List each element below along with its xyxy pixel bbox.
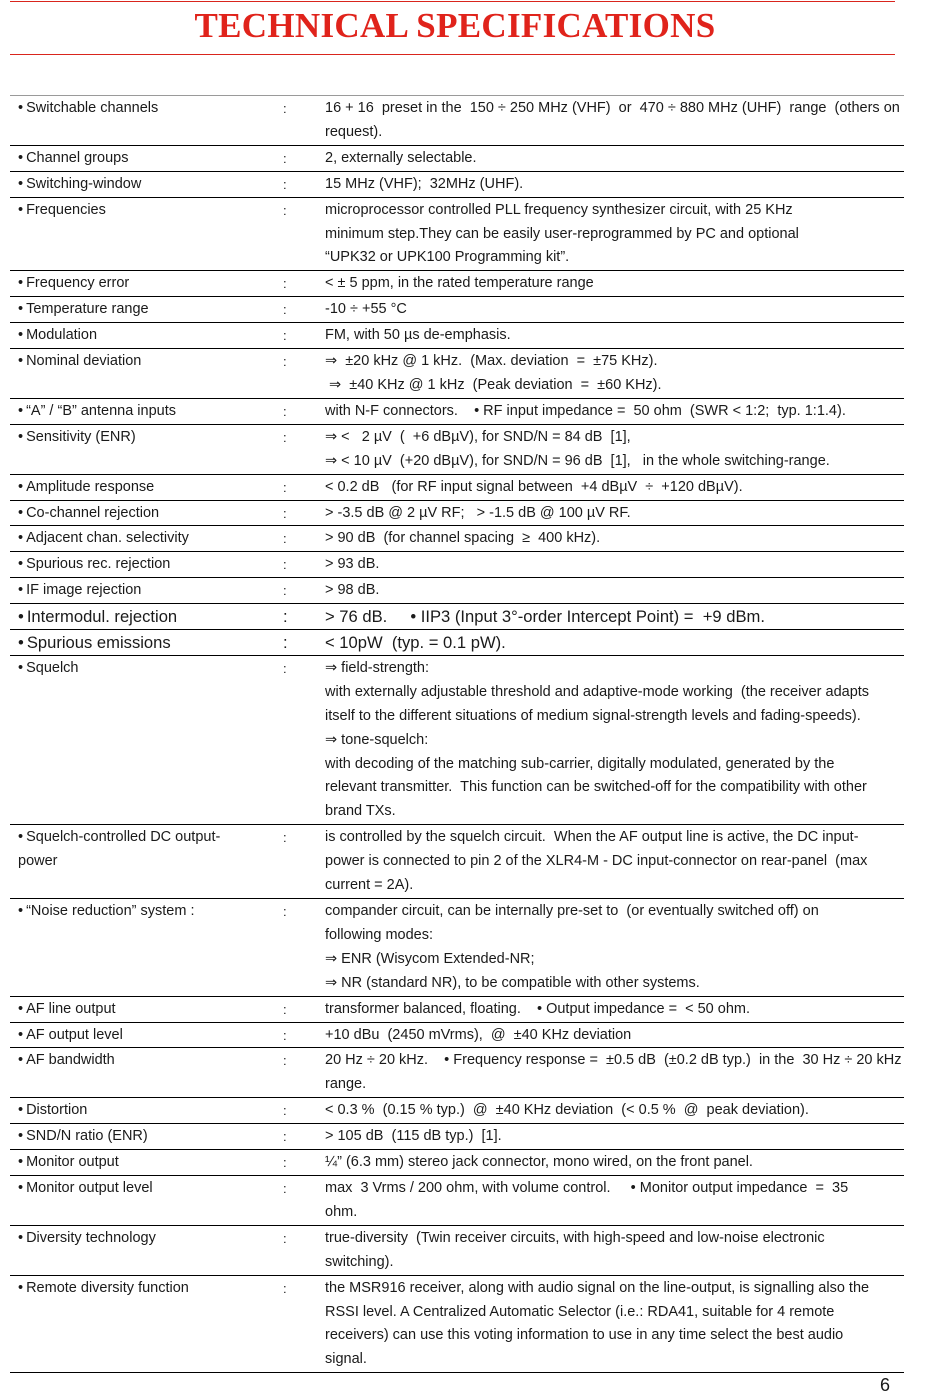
spec-value-line: power is connected to pin 2 of the XLR4-M - DC input-connector on rear-panel (max [325, 853, 868, 870]
spec-row [10, 996, 904, 1022]
spec-label [10, 271, 274, 297]
spec-value-line: < 0.3 % (0.15 % typ.) @ ±40 KHz deviation (< 0.5 % @ peak deviation). [325, 1102, 809, 1119]
spec-row [10, 1098, 904, 1124]
spec-value-line: current = 2A). [325, 877, 414, 894]
spec-value [325, 578, 904, 604]
spec-value-line: > 105 dB (115 dB typ.) [1]. [325, 1128, 502, 1145]
spec-value-line: ⇒ < 10 µV (+20 dBµV), for SND/N = 96 dB [1], in the whole switching-range. [325, 452, 830, 469]
spec-row [10, 1048, 904, 1098]
spec-label-continuation: power [18, 853, 58, 870]
spec-value-line: is controlled by the squelch circuit. When the AF output line is active, the DC input- [325, 829, 859, 846]
spec-row [10, 171, 904, 197]
spec-value-line: ⇒ field-strength: [325, 659, 430, 676]
spec-label [10, 552, 274, 578]
spec-value [325, 1225, 904, 1275]
spec-row [10, 1225, 904, 1275]
spec-label-text: • Spurious emissions [18, 631, 274, 655]
spec-row [10, 1175, 904, 1225]
spec-value [325, 197, 904, 271]
spec-label [10, 398, 274, 424]
spec-value-line: with N-F connectors. • RF input impedance = 50 ohm (SWR < 1:2; typ. 1:1.4). [325, 402, 846, 419]
spec-separator: : [283, 904, 287, 919]
spec-value [325, 500, 904, 526]
spec-table [10, 95, 904, 1373]
spec-value-line: > 76 dB. • IIP3 (Input 3°-order Intercept Point) = +9 dBm. [325, 607, 765, 627]
spec-separator: : [283, 1230, 287, 1246]
spec-value-line: true-diversity (Twin receiver circuits, with high-speed and low-noise electronic [325, 1229, 825, 1246]
spec-label-text: • Monitor output [18, 1151, 274, 1175]
spec-separator: : [283, 633, 288, 653]
spec-value-line: +10 dBu (2450 mVrms), @ ±40 KHz deviation [325, 1026, 632, 1043]
spec-separator: : [283, 583, 287, 599]
spec-separator: : [283, 1155, 287, 1171]
spec-value-line: microprocessor controlled PLL frequency synthesizer circuit, with 25 KHz [325, 201, 793, 218]
spec-value-line: the MSR916 receiver, along with audio signal on the line-output, is signalling also the [325, 1279, 870, 1296]
spec-separator: : [283, 1129, 287, 1145]
spec-label-text: • Modulation [18, 324, 274, 348]
spec-separator: : [283, 328, 287, 344]
spec-separator: : [283, 1180, 287, 1196]
spec-label-text: • Diversity technology [18, 1227, 274, 1251]
spec-value-line: with decoding of the matching sub-carrier, digitally modulated, generated by the [325, 755, 835, 772]
spec-label [10, 899, 274, 997]
spec-value-line: request). [325, 123, 383, 140]
title-top-rule [10, 1, 895, 2]
spec-row [10, 526, 904, 552]
spec-value-line: ⇒ tone-squelch: [325, 731, 429, 748]
spec-value-line: max 3 Vrms / 200 ohm, with volume control. • Monitor output impedance = 35 [325, 1179, 849, 1196]
spec-value [325, 1275, 904, 1373]
spec-row [10, 145, 904, 171]
spec-label-text: • Frequency error [18, 272, 274, 296]
spec-value [325, 96, 904, 146]
spec-row [10, 271, 904, 297]
spec-label [10, 1175, 274, 1225]
spec-value-line: relevant transmitter. This function can be switched-off for the compatibility with other [325, 779, 867, 796]
spec-separator: : [283, 202, 287, 218]
spec-value [325, 145, 904, 171]
spec-value [325, 398, 904, 424]
spec-separator: : [283, 429, 287, 445]
spec-label-text: • Nominal deviation [18, 350, 274, 374]
spec-label-text: • SND/N ratio (ENR) [18, 1125, 274, 1149]
spec-value [325, 474, 904, 500]
spec-value [325, 825, 904, 899]
spec-value-line: 2, externally selectable. [325, 149, 477, 166]
spec-value-line: ohm. [325, 1203, 358, 1220]
spec-separator: : [283, 505, 287, 521]
spec-value [325, 996, 904, 1022]
spec-separator: : [283, 660, 287, 676]
spec-separator: : [283, 276, 287, 292]
spec-row [10, 604, 904, 630]
spec-label [10, 349, 274, 399]
spec-value-line: > -3.5 dB @ 2 µV RF; > -1.5 dB @ 100 µV RF. [325, 504, 631, 521]
spec-value [325, 271, 904, 297]
spec-value-line: < 10pW (typ. = 0.1 pW). [325, 633, 506, 653]
spec-value-line: following modes: [325, 926, 433, 943]
spec-value [325, 899, 904, 997]
spec-row [10, 899, 904, 997]
spec-value-line: ⇒ ENR (Wisycom Extended-NR; [325, 950, 535, 967]
spec-row [10, 825, 904, 899]
spec-value-line: ⇒ < 2 µV ( +6 dBµV), for SND/N = 84 dB [1], [325, 428, 631, 445]
spec-separator: : [283, 830, 287, 846]
spec-value-line: 15 MHz (VHF); 32MHz (UHF). [325, 175, 524, 192]
title-bottom-rule [10, 54, 895, 55]
spec-value-line: 16 + 16 preset in the 150 ÷ 250 MHz (VHF) or 470 ÷ 880 MHz (UHF) range (others on [325, 100, 900, 116]
spec-value-line: > 93 dB. [325, 556, 380, 573]
spec-value [325, 1048, 904, 1098]
spec-row [10, 323, 904, 349]
spec-table-body [10, 96, 904, 1373]
spec-label [10, 1225, 274, 1275]
spec-label [10, 996, 274, 1022]
spec-label [10, 604, 274, 630]
spec-label-text: • Adjacent chan. selectivity [18, 527, 274, 551]
spec-value-line: > 98 dB. [325, 582, 380, 599]
spec-row [10, 297, 904, 323]
spec-value [325, 630, 904, 656]
spec-label [10, 1275, 274, 1373]
spec-value-line: FM, with 50 µs de-emphasis. [325, 327, 511, 344]
spec-label-text: • Remote diversity function [18, 1277, 274, 1301]
spec-row [10, 398, 904, 424]
spec-separator: : [283, 1001, 287, 1017]
spec-label-text: • IF image rejection [18, 579, 274, 603]
spec-row [10, 1275, 904, 1373]
spec-label [10, 197, 274, 271]
spec-value-line: transformer balanced, floating. • Output impedance = < 50 ohm. [325, 1000, 751, 1017]
spec-separator: : [283, 354, 287, 370]
spec-label-text: • Squelch-controlled DC output- [18, 826, 274, 850]
spec-value-line: receivers) can use this voting information to use in any time select the best audio [325, 1327, 844, 1344]
spec-row [10, 655, 904, 824]
spec-value [325, 1175, 904, 1225]
spec-label-text: • “A” / “B” antenna inputs [18, 400, 274, 424]
spec-label [10, 297, 274, 323]
spec-row [10, 552, 904, 578]
spec-row [10, 578, 904, 604]
spec-label [10, 474, 274, 500]
spec-row [10, 1022, 904, 1048]
spec-label-text: • Temperature range [18, 298, 274, 322]
spec-value [325, 655, 904, 824]
spec-value-line: ¼” (6.3 mm) stereo jack connector, mono wired, on the front panel. [325, 1154, 753, 1171]
spec-value-line: switching). [325, 1253, 394, 1270]
spec-value [325, 171, 904, 197]
spec-value [325, 297, 904, 323]
spec-label [10, 526, 274, 552]
spec-value-line: signal. [325, 1351, 367, 1368]
spec-separator: : [283, 1053, 287, 1069]
spec-row [10, 197, 904, 271]
spec-separator: : [283, 176, 287, 192]
spec-value-line: with externally adjustable threshold and adaptive-mode working (the receiver adapts [325, 683, 870, 700]
spec-label [10, 424, 274, 474]
spec-label-text: • Co-channel rejection [18, 502, 274, 526]
spec-value-line: itself to the different situations of medium signal-strength levels and fading-speeds). [325, 707, 861, 724]
spec-value [325, 349, 904, 399]
spec-label-text: • AF bandwidth [18, 1049, 274, 1073]
spec-separator: : [283, 403, 287, 419]
spec-label-text: • Switchable channels [18, 97, 274, 121]
spec-separator: : [283, 1280, 287, 1296]
spec-value-line: “UPK32 or UPK100 Programming kit”. [325, 249, 570, 266]
page-number: 6 [879, 1375, 890, 1395]
spec-value-line: ⇒ NR (standard NR), to be compatible with other systems. [325, 974, 700, 991]
spec-label [10, 1124, 274, 1150]
spec-value-line: ⇒ ±40 KHz @ 1 kHz (Peak deviation = ±60 KHz). [325, 376, 662, 393]
spec-label-text: • Intermodul. rejection [18, 605, 274, 629]
spec-value [325, 526, 904, 552]
spec-label-text: • AF line output [18, 998, 274, 1022]
spec-label [10, 1048, 274, 1098]
spec-row [10, 630, 904, 656]
spec-separator: : [283, 1103, 287, 1119]
spec-value-line: brand TXs. [325, 803, 396, 820]
spec-separator: : [283, 101, 287, 116]
spec-label [10, 500, 274, 526]
spec-value-line: ⇒ ±20 kHz @ 1 kHz. (Max. deviation = ±75 KHz). [325, 353, 658, 370]
spec-label [10, 96, 274, 146]
spec-label-text: • Distortion [18, 1099, 274, 1123]
spec-value-line: -10 ÷ +55 °C [325, 301, 407, 318]
spec-label [10, 655, 274, 824]
spec-value [325, 604, 904, 630]
spec-label-text: • AF output level [18, 1024, 274, 1048]
spec-separator: : [283, 150, 287, 166]
spec-row [10, 349, 904, 399]
spec-label-text: • Sensitivity (ENR) [18, 426, 274, 450]
spec-label-text: • “Noise reduction” system : [18, 900, 274, 924]
spec-value [325, 323, 904, 349]
spec-value [325, 1124, 904, 1150]
spec-label [10, 1098, 274, 1124]
spec-label-text: • Frequencies [18, 199, 274, 223]
spec-value-line: compander circuit, can be internally pre-set to (or eventually switched off) on [325, 903, 819, 919]
page-title: TECHNICAL SPECIFICATIONS [194, 6, 716, 45]
spec-label [10, 630, 274, 656]
spec-value-line: minimum step.They can be easily user-reprogrammed by PC and optional [325, 225, 799, 242]
spec-value [325, 1022, 904, 1048]
spec-separator: : [283, 531, 287, 547]
spec-value [325, 552, 904, 578]
spec-label [10, 578, 274, 604]
spec-separator: : [283, 1027, 287, 1043]
spec-row [10, 500, 904, 526]
spec-separator: : [283, 302, 287, 318]
spec-label [10, 171, 274, 197]
spec-value-line: < 0.2 dB (for RF input signal between +4 dBµV ÷ +120 dBµV). [325, 478, 743, 495]
spec-label-text: • Monitor output level [18, 1177, 274, 1201]
spec-label-text: • Squelch [18, 657, 274, 681]
spec-separator: : [283, 557, 287, 573]
spec-row [10, 474, 904, 500]
spec-row [10, 1150, 904, 1176]
spec-row [10, 424, 904, 474]
spec-value [325, 1150, 904, 1176]
spec-value-line: RSSI level. A Centralized Automatic Selector (i.e.: RDA41, suitable for 4 remote [325, 1303, 835, 1320]
spec-label [10, 145, 274, 171]
spec-value [325, 424, 904, 474]
spec-label [10, 825, 274, 899]
spec-value-line: range. [325, 1076, 367, 1093]
spec-label-text: • Spurious rec. rejection [18, 553, 274, 577]
spec-label [10, 323, 274, 349]
spec-separator: : [283, 479, 287, 495]
spec-separator: : [283, 607, 288, 627]
spec-value [325, 1098, 904, 1124]
spec-label-text: • Amplitude response [18, 476, 274, 500]
spec-label [10, 1022, 274, 1048]
spec-row [10, 1124, 904, 1150]
spec-value-line: 20 Hz ÷ 20 kHz. • Frequency response = ±0.5 dB (±0.2 dB typ.) in the 30 Hz ÷ 20 kHz [325, 1052, 902, 1069]
spec-value-line: > 90 dB (for channel spacing ≥ 400 kHz). [325, 530, 601, 547]
spec-row [10, 96, 904, 146]
spec-label-text: • Switching-window [18, 173, 274, 197]
spec-value-line: < ± 5 ppm, in the rated temperature range [325, 275, 594, 292]
spec-label-text: • Channel groups [18, 147, 274, 171]
spec-label [10, 1150, 274, 1176]
